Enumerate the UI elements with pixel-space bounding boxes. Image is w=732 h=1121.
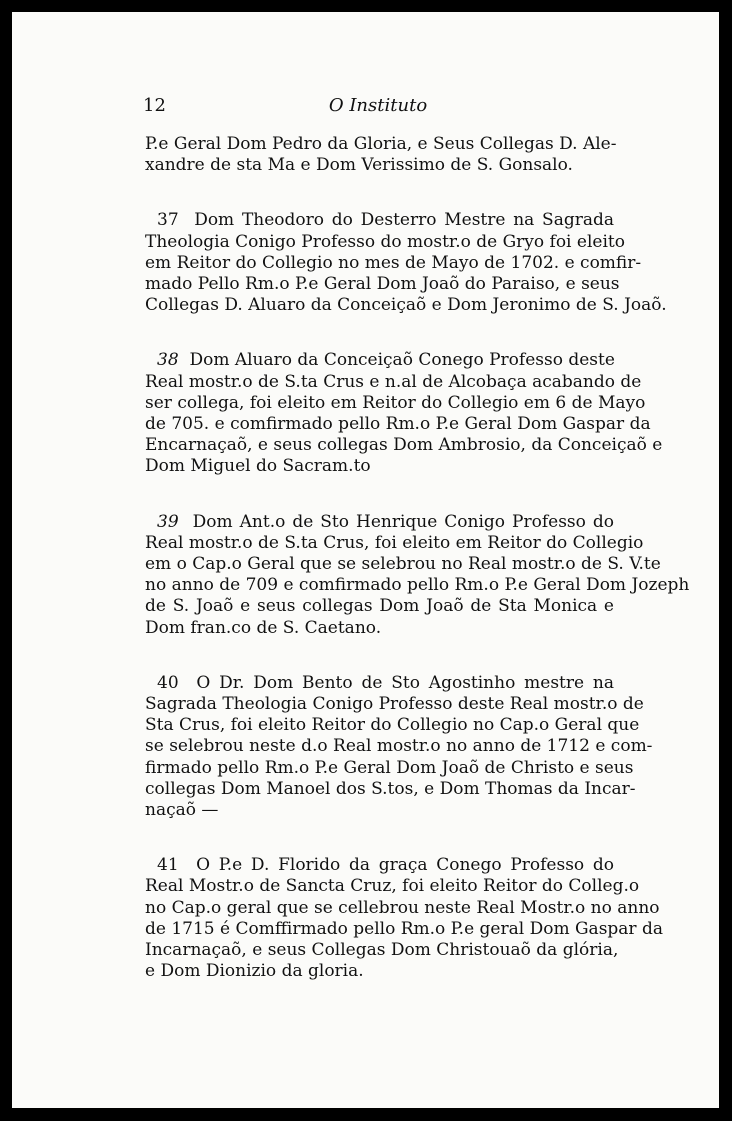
entry-number: 38 [157,350,179,371]
text-line: mado Pello Rm.o P.e Geral Dom Joaõ do Paraiso, e seus [145,274,620,295]
entry-number: 39 [157,511,179,532]
text-line: Dom fran.co de S. Caetano. [145,617,382,638]
text-line: Dom Miguel do Sacram.to [145,456,371,477]
text-line: Sagrada Theologia Conigo Professo deste Real mostr.o de [145,694,644,715]
entry-40 [145,672,653,821]
text-line: se selebrou neste d.o Real mostr.o no anno de 1712 e com- [145,736,653,757]
page-header [143,95,613,119]
text-line: de 1715 é Comffirmado pello Rm.o P.e geral Dom Gaspar da [145,918,663,939]
entry-38 [145,350,663,477]
text-line: Dom Theodoro do Desterro Mestre na Sagrada [194,210,614,231]
text-line: Theologia Conigo Professo do mostr.o de Gryo foi eleito [145,231,625,252]
paragraph-continuation [145,134,617,176]
text-line: Dom Ant.o de Sto Henrique Conigo Professo do [192,511,614,532]
text-line: ser collega, foi eleito em Reitor do Collegio em 6 de Mayo [145,392,646,413]
entry-41 [145,855,663,982]
text-line: no Cap.o geral que se cellebrou neste Real Mostr.o no anno [145,897,660,918]
document-page [12,12,719,1108]
entry-number: 37 [157,210,179,231]
text-line: naçaõ — [145,800,219,821]
text-line: P.e Geral Dom Pedro da Gloria, e Seus Collegas D. Ale- [145,134,617,154]
text-line: xandre de sta Ma e Dom Verissimo de S. Gonsalo. [145,155,573,176]
text-line: de S. Joaõ e seus collegas Dom Joaõ de Sta Monica e [145,596,614,617]
body-text [145,134,690,1017]
page-number: 12 [143,95,166,116]
text-line: Sta Crus, foi eleito Reitor do Collegio no Cap.o Geral que [145,715,640,736]
text-line: collegas Dom Manoel dos S.tos, e Dom Thomas da Incar- [145,778,636,799]
text-line: Incarnaçaõ, e seus Collegas Dom Christouaõ da glória, [145,940,619,961]
text-line: Real mostr.o de S.ta Crus, foi eleito em Reitor do Collegio [145,532,644,553]
text-line: Encarnaçaõ, e seus collegas Dom Ambrosio, da Conceiçaõ e [145,435,663,456]
text-line: no anno de 709 e comfirmado pello Rm.o P.e Geral Dom Jozeph [145,575,690,596]
running-title: O Instituto [328,95,428,116]
text-line: em o Cap.o Geral que se selebrou no Real mostr.o de S. V.te [145,554,661,575]
text-line: firmado pello Rm.o P.e Geral Dom Joaõ de Christo e seus [145,757,634,778]
entry-number: 40 [157,672,179,693]
entry-37 [145,210,667,316]
entry-number: 41 [157,855,179,876]
entry-39 [145,511,690,639]
text-line: Dom Aluaro da Conceiçaõ Conego Professo deste [189,350,615,371]
text-line: e Dom Dionizio da gloria. [145,961,364,982]
text-line: O P.e D. Florido da graça Conego Professo do [196,855,614,876]
text-line: Real Mostr.o de Sancta Cruz, foi eleito Reitor do Colleg.o [145,876,640,897]
text-line: O Dr. Dom Bento de Sto Agostinho mestre na [196,672,614,693]
text-line: Real mostr.o de S.ta Crus e n.al de Alcobaça acabando de [145,371,642,392]
text-line: Collegas D. Aluaro da Conceiçaõ e Dom Jeronimo de S. Joaõ. [145,295,667,316]
text-line: de 705. e comfirmado pello Rm.o P.e Geral Dom Gaspar da [145,414,651,435]
text-line: em Reitor do Collegio no mes de Mayo de 1702. e comfir- [145,252,642,273]
